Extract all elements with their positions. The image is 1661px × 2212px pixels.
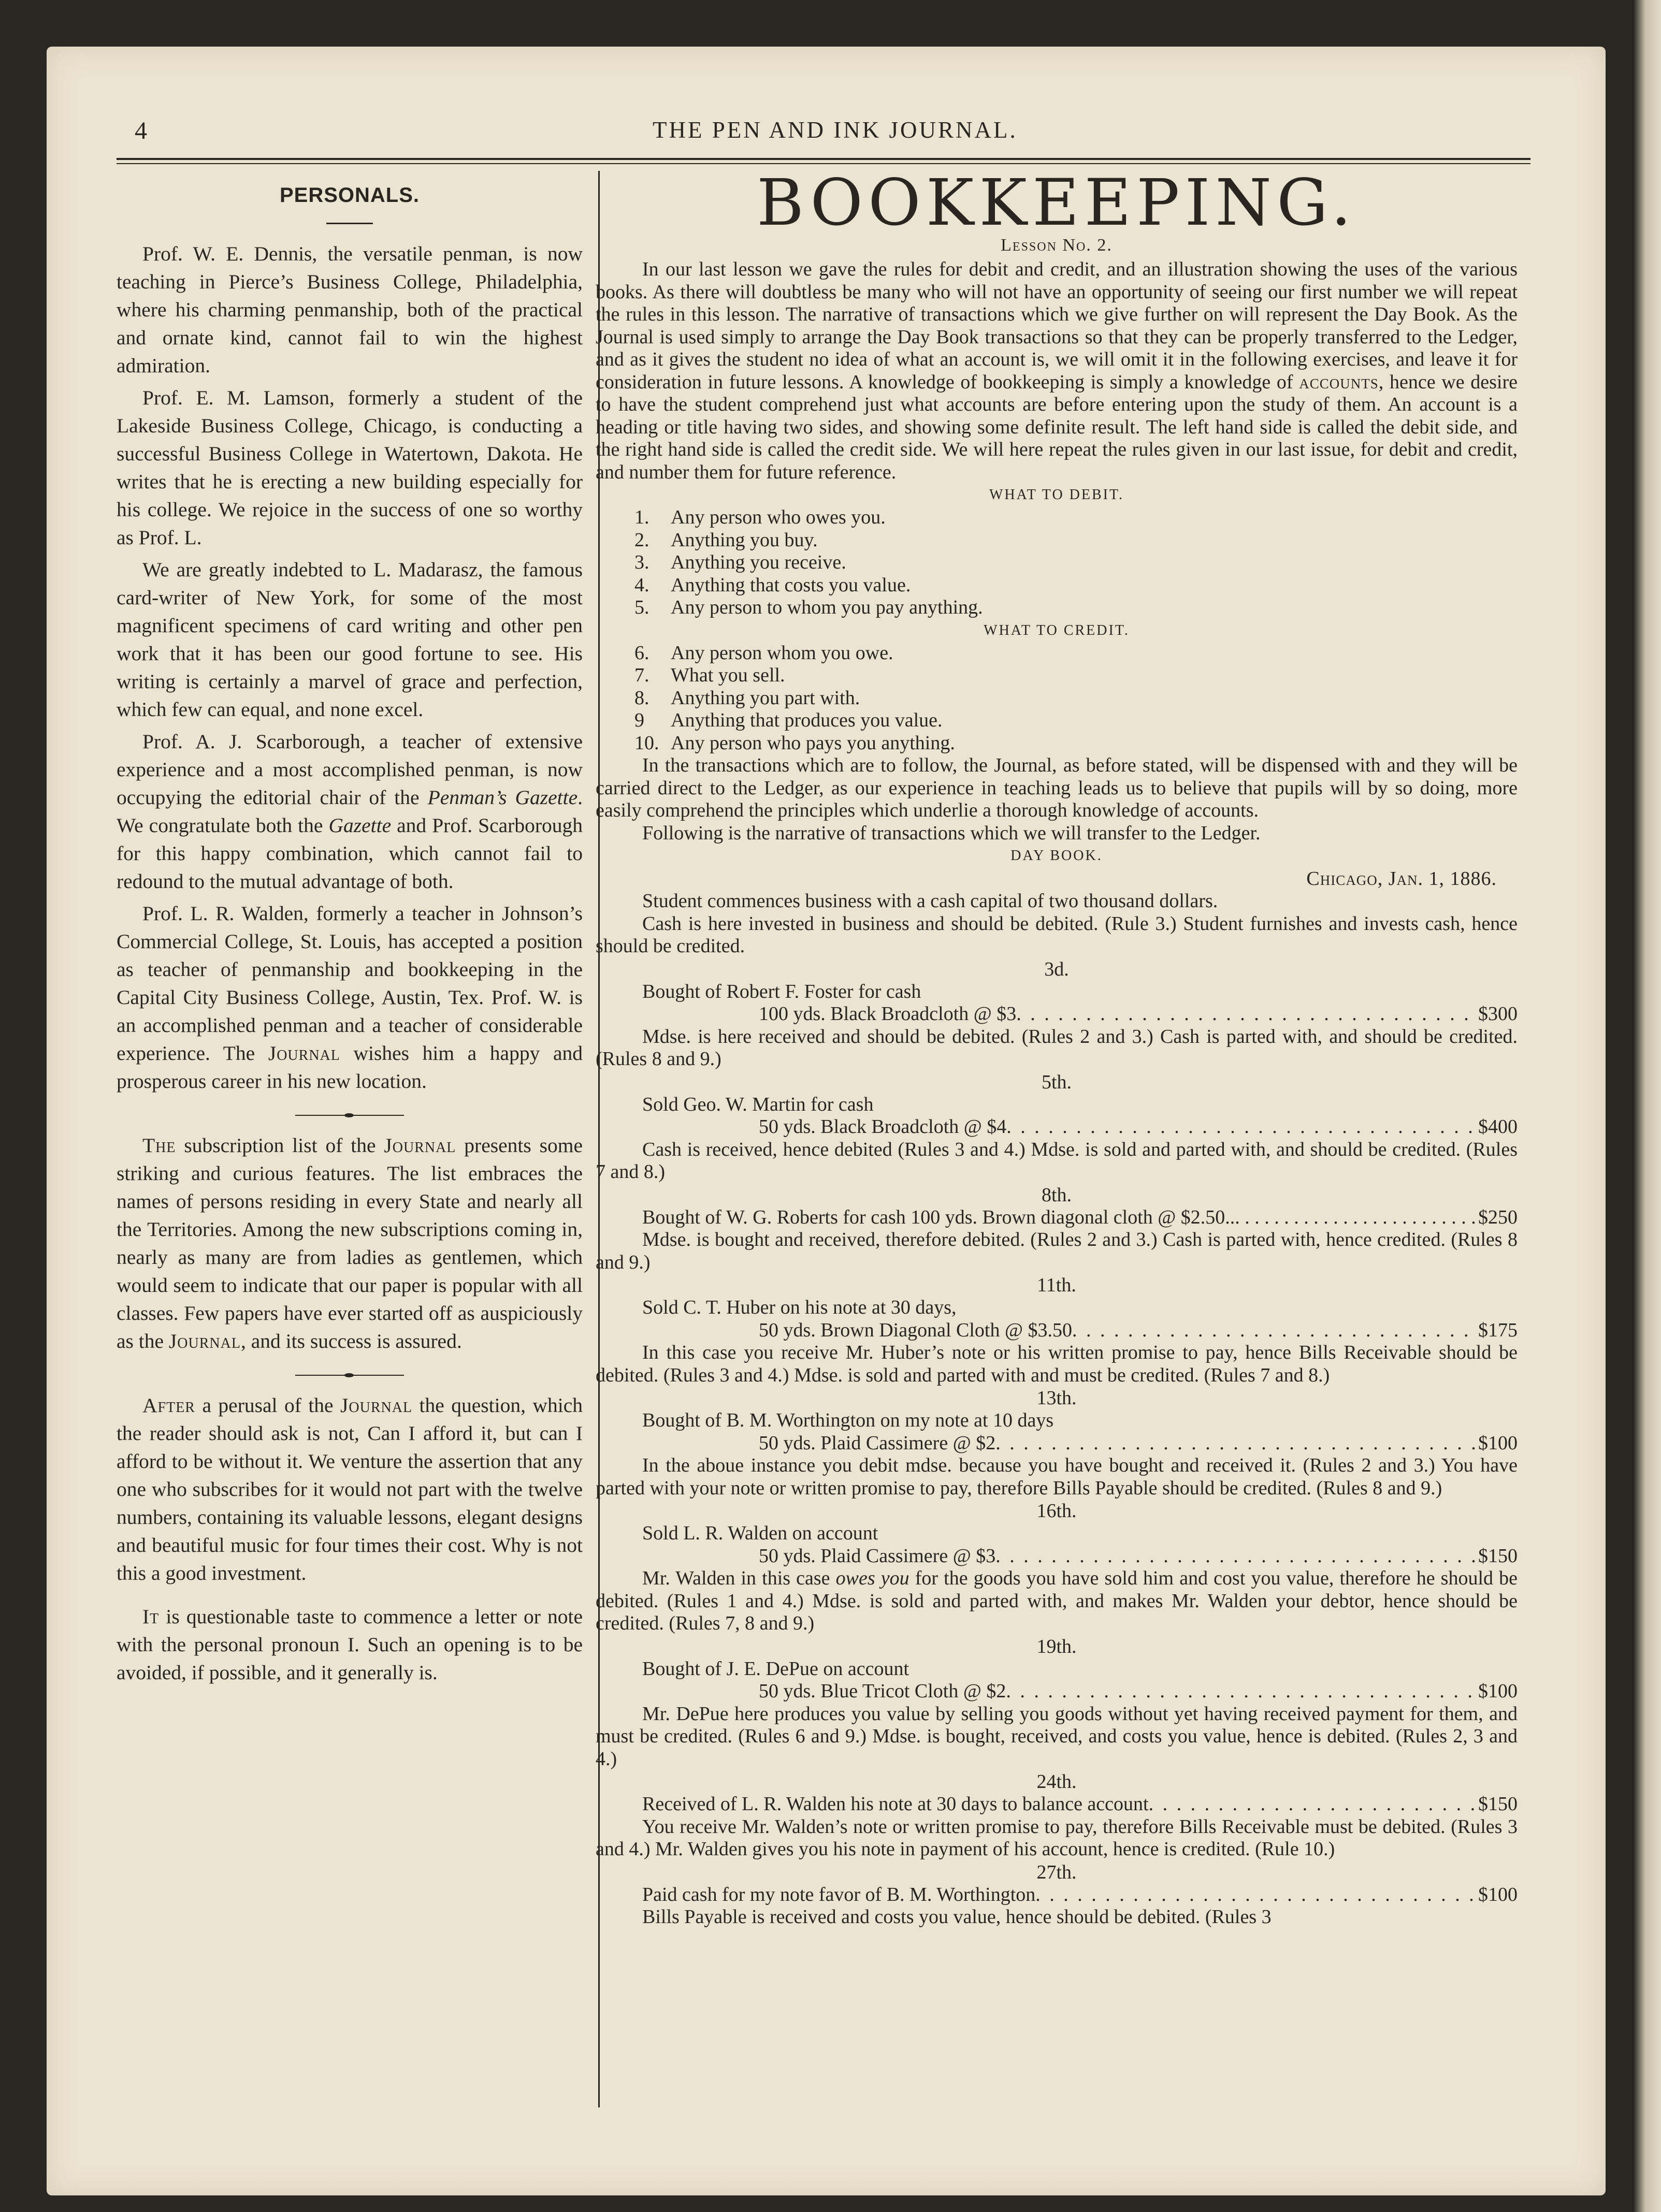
page-number: 4: [135, 117, 147, 144]
entry-line: Sold Geo. W. Martin for cash: [642, 1093, 874, 1115]
debit-rules: [596, 506, 1518, 619]
entry-day: 5th.: [1041, 1071, 1072, 1093]
entry-item: Received of L. R. Walden his note at 30 days to balance account . . . $150: [642, 1793, 1518, 1816]
journal-title: THE PEN AND INK JOURNAL.: [653, 117, 1018, 143]
entry-amount: $150: [1478, 1545, 1518, 1567]
entry-text: You receive Mr. Walden’s note or written promise to pay, therefore Bills Receivable must be debited. (Rules 3 and 4.) Mr. Walden gives you his note in payment of his account, hence is credited. (Rule 10.): [596, 1815, 1518, 1860]
running-head: [93, 117, 1559, 153]
entry-line: Bought of Robert F. Foster for cash: [642, 980, 921, 1002]
rule-item: 7. What you sell.: [634, 664, 785, 686]
entry-day: 24th.: [1036, 1771, 1077, 1793]
narrative-intro: Following is the narrative of transactions which we will transfer to the Ledger.: [642, 822, 1261, 844]
ornament-rule: [295, 1375, 404, 1376]
entry-line: Sold C. T. Huber on his note at 30 days,: [642, 1297, 957, 1318]
entry-day: 11th.: [1037, 1274, 1076, 1296]
entry-item: 50 yds. Brown Diagonal Cloth @ $3.50 . . . $175: [759, 1319, 1518, 1342]
bookkeeping-title: BOOKKEEPING.: [756, 166, 1356, 240]
rule-item: 6. Any person whom you owe.: [634, 642, 893, 664]
entry-amount: $100: [1478, 1680, 1518, 1702]
entry-item: 50 yds. Blue Tricot Cloth @ $2 . . . $100: [759, 1680, 1518, 1703]
date-line: Chicago, Jan. 1, 1886.: [1306, 868, 1497, 890]
entry-item: 50 yds. Black Broadcloth @ $4 . . . $400: [759, 1116, 1518, 1139]
page-edge: [1633, 0, 1661, 2212]
entry-text: Cash is here invested in business and should be debited. (Rule 3.) Student furnishes and invests cash, hence should be credited.: [596, 912, 1518, 957]
entry-text: Bills Payable is received and costs you value, hence should be debited. (Rules 3: [642, 1906, 1272, 1928]
personal-dennis: Prof. W. E. Dennis, the versatile penman, is now teaching in Pierce’s Business College, Philadelphia, where his charming penmanship, both of the practical and ornate kind, cannot fail to win the highest admiration.: [117, 242, 583, 377]
entry-day: 19th.: [1036, 1635, 1077, 1657]
subscription-note: The subscription list of the Journal presents some striking and curious features. The list embraces the names of persons residing in every State and nearly all the Territories. Among the new subscriptions coming in, nearly as many are from ladies as gentlemen, which would seem to indicate that our paper is popular with all classes. Few papers have ever started off as auspiciously as the Journal, and its success is assured.: [117, 1134, 583, 1352]
entry-amount: $150: [1478, 1793, 1518, 1815]
entry-amount: $100: [1478, 1432, 1518, 1454]
rule-item: 5. Any person to whom you pay anything.: [634, 596, 983, 618]
entry-item: Bought of W. G. Roberts for cash 100 yds. Brown diagonal cloth @ $2.50.. . . . $250: [642, 1206, 1518, 1229]
rule-item: 9 Anything that produces you value.: [634, 709, 943, 731]
entry-amount: $400: [1478, 1116, 1518, 1138]
entry-text: Cash is received, hence debited (Rules 3 and 4.) Mdse. is sold and parted with, and should be credited. (Rules 7 and 8.): [596, 1138, 1518, 1183]
personal-lamson: Prof. E. M. Lamson, formerly a student of the Lakeside Business College, Chicago, is conducting a successful Business College in Watertown, Dakota. He writes that he is erecting a new building especially for his college. We rejoice in the success of one so worthy as Prof. L.: [117, 386, 583, 549]
personal-scarborough: Prof. A. J. Scarborough, a teacher of extensive experience and a most accomplished penman, is now occupying the editorial chair of the Penman’s Gazette. We congratulate both the Gazette and Prof. Scarborough for this happy combination, which cannot fail to redound to the mutual advantage of both.: [117, 730, 583, 893]
header-rule: [117, 158, 1530, 164]
entry-day: 8th.: [1041, 1184, 1072, 1206]
investment-note: After a perusal of the Journal the question, which the reader should ask is not, Can I afford it, but can I afford to be without it. We venture the assertion that any one who subscribes for it would not part with the twelve numbers, containing its valuable lessons, elegant designs and beautiful music for four times their cost. Why is not this a good investment.: [117, 1394, 583, 1584]
rule-item: 3. Anything you receive.: [634, 551, 846, 573]
lesson-number: Lesson No. 2.: [1001, 236, 1113, 255]
entry-item: 50 yds. Plaid Cassimere @ $2 . . . $100: [759, 1432, 1518, 1455]
entry-line: Sold L. R. Walden on account: [642, 1522, 878, 1544]
rule-item: 2. Anything you buy.: [634, 529, 818, 551]
entry-item: 50 yds. Plaid Cassimere @ $3 . . . $150: [759, 1545, 1518, 1568]
rule-item: 10. Any person who pays you anything.: [634, 732, 955, 754]
ornament-rule: [295, 1115, 404, 1116]
debit-heading: WHAT TO DEBIT.: [989, 487, 1124, 503]
entry-text: In the aboue instance you debit mdse. because you have bought and received it. (Rules 2 and 3.) You have parted with your note or written promise to pay, therefore Bills Payable should be credited. (Rules 8 and 9.): [596, 1454, 1518, 1499]
personal-madarasz: We are greatly indebted to L. Madarasz, the famous card-writer of New York, for some of the most magnificent specimens of card writing and other pen work that it has been our good fortune to see. His writing is certainly a marvel of grace and perfection, which few can equal, and none excel.: [117, 558, 583, 721]
entry-amount: $100: [1478, 1883, 1518, 1905]
intro-paragraph: In our last lesson we gave the rules for debit and credit, and an illustration showing the uses of the various books. As there will doubtless be many who will not have an opportunity of seeing our first number we will repeat the rules in this lesson. The narrative of transactions which we give further on will represent the Day Book. As the Journal is used simply to arrange the Day Book transactions so that they can be properly transferred to the Ledger, and as it gives the student no idea of what an account is, we will omit it in the following exercises, and leave it for consideration in future lessons. A knowledge of bookkeeping is simply a knowledge of accounts, hence we desire to have the student comprehend just what accounts are before entering upon the study of them. An account is a heading or title having two sides, and showing some definite result. The left hand side is called the debit side, and the right hand side is called the credit side. We will here repeat the rules given in our last issue, for debit and credit, and number them for future reference.: [596, 258, 1518, 483]
entry-text: Mdse. is here received and should be debited. (Rules 2 and 3.) Cash is parted with, and should be credited. (Rules 8 and 9.): [596, 1025, 1518, 1070]
credit-rules: [596, 642, 1518, 755]
transactions-intro: In the transactions which are to follow, the Journal, as before stated, will be dispensed with and they will be carried direct to the Ledger, as our experience in teaching leads us to believe that pupils will by so doing, more easily comprehend the principles which underlie a thorough knowledge of accounts.: [596, 754, 1518, 821]
rule-item: 4. Anything that costs you value.: [634, 574, 911, 596]
personals-heading: PERSONALS.: [279, 184, 420, 207]
entry-item: Paid cash for my note favor of B. M. Worthington . . . $100: [642, 1884, 1518, 1907]
entry-amount: $250: [1478, 1206, 1518, 1228]
day-book-heading: DAY BOOK.: [1010, 848, 1103, 864]
entry-line: Bought of B. M. Worthington on my note at 10 days: [642, 1409, 1054, 1431]
entry-line: Bought of J. E. DePue on account: [642, 1657, 909, 1680]
personals-column: [117, 171, 583, 1691]
entry-amount: $175: [1478, 1319, 1518, 1341]
credit-heading: WHAT TO CREDIT.: [984, 622, 1130, 638]
entry-day: 13th.: [1036, 1387, 1077, 1409]
entry-amount: $300: [1478, 1003, 1518, 1025]
rule-item: 8. Anything you part with.: [634, 687, 860, 709]
personal-walden: Prof. L. R. Walden, formerly a teacher in Johnson’s Commercial College, St. Louis, has accepted a position as teacher of penmanship and bookkeeping in the Capital City Business College, Austin, Tex. Prof. W. is an accomplished penman and a teacher of considerable experience. The Journal wishes him a happy and prosperous career in his new location.: [117, 902, 583, 1093]
entry-text: Student commences business with a cash capital of two thousand dollars.: [642, 890, 1218, 912]
entry-text: Mdse. is bought and received, therefore debited. (Rules 2 and 3.) Cash is parted with, hence credited. (Rules 8 and 9.): [596, 1229, 1518, 1273]
entry-day: 27th.: [1036, 1861, 1077, 1883]
entry-text: In this case you receive Mr. Huber’s note or his written promise to pay, hence Bills Receivable should be debited. (Rules 3 and 4.) Mdse. is sold and parted with and must be credited. (Rules 7 and 8.): [596, 1342, 1518, 1386]
entry-text: Mr. Walden in this case owes you for the goods you have sold him and cost you value, therefore he should be debited. (Rules 1 and 4.) Mdse. is sold and parted with, and makes Mr. Walden your debtor, hence should be credited. (Rules 7, 8 and 9.): [596, 1567, 1518, 1634]
entry-day: 3d.: [1044, 958, 1069, 980]
bookkeeping-column: [596, 166, 1518, 1929]
rule-item: 1. Any person who owes you.: [634, 506, 886, 528]
entry-item: 100 yds. Black Broadcloth @ $3 . . . $300: [759, 1003, 1518, 1026]
pronoun-note: It is questionable taste to commence a letter or note with the personal pronoun I. Such an opening is to be avoided, if possible, and it generally is.: [117, 1605, 583, 1684]
heading-rule: [326, 223, 373, 224]
entry-text: Mr. DePue here produces you value by selling you goods without yet having received payment for them, and must be credited. (Rules 6 and 9.) Mdse. is bought, received, and costs you value, hence is debited. (Rules 2, 3 and 4.): [596, 1702, 1518, 1770]
entry-day: 16th.: [1036, 1500, 1077, 1522]
